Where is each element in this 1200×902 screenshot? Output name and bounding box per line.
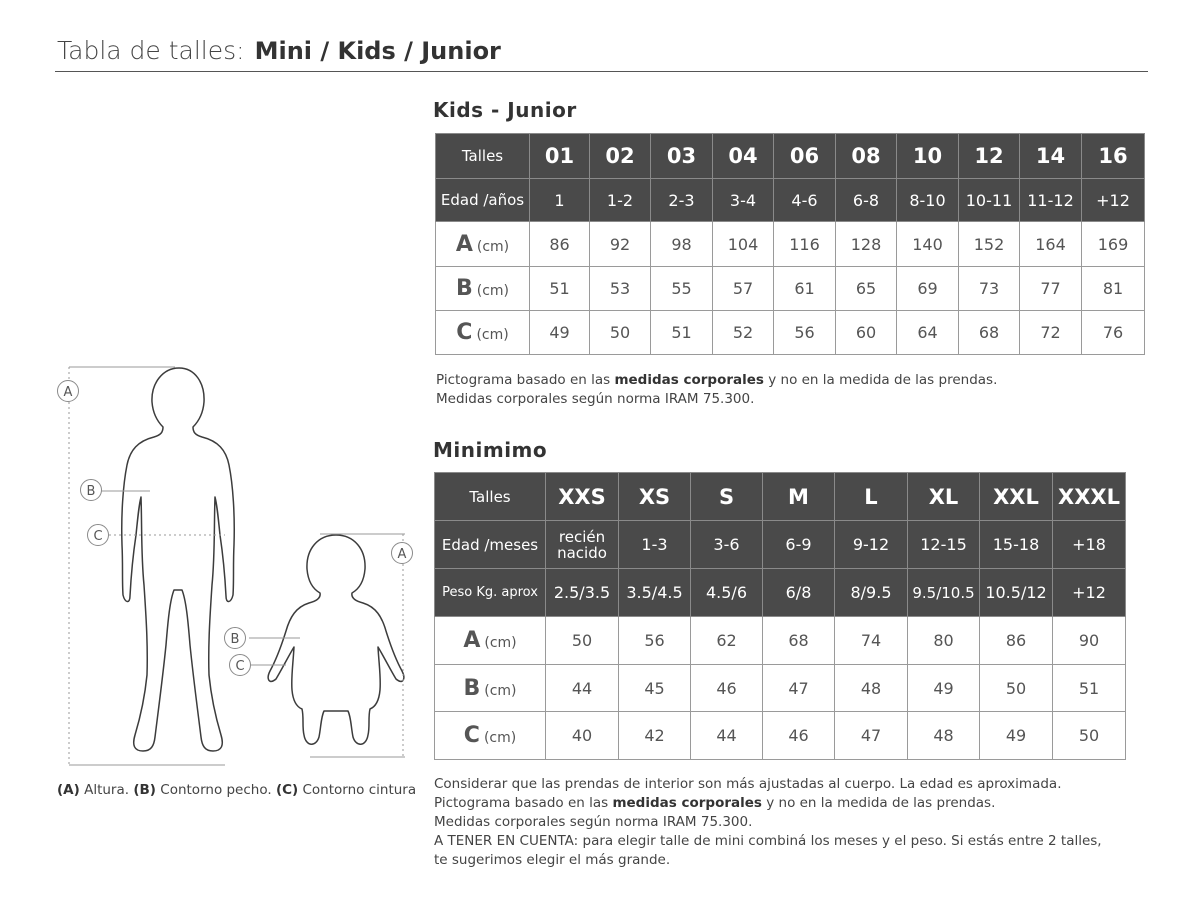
mini-row-a: [435, 617, 1126, 665]
measure-unit: (cm): [484, 635, 517, 651]
kids-age-cell: 4-6: [774, 179, 836, 222]
mini-ages-label: Edad /meses: [435, 521, 546, 569]
kids-value-cell: 55: [651, 267, 713, 311]
mini-sizes-row: [435, 473, 1126, 521]
mini-value-cell: 49: [908, 665, 980, 712]
kids-row-a-label: [436, 222, 530, 267]
mini-row-c: [435, 712, 1126, 760]
mini-value-cell: 86: [980, 617, 1053, 665]
kids-size-cell: 08: [836, 134, 897, 179]
kids-value-cell: 152: [959, 222, 1020, 267]
kids-size-cell: 03: [651, 134, 713, 179]
marker-c-baby: [230, 655, 251, 676]
kids-size-cell: 01: [530, 134, 590, 179]
page-title-prefix: Tabla de talles:: [57, 36, 245, 65]
marker-a-child: [58, 381, 79, 402]
kids-value-cell: 52: [713, 311, 774, 355]
kids-age-cell: 10-11: [959, 179, 1020, 222]
mini-note-line: [434, 794, 1102, 813]
kids-sizes-label: Talles: [436, 134, 530, 179]
mini-weights-row: [435, 569, 1126, 617]
kids-size-cell: 12: [959, 134, 1020, 179]
kids-section-title: Kids - Junior: [433, 98, 577, 122]
mini-age-cell: 12-15: [908, 521, 980, 569]
kids-value-cell: 64: [897, 311, 959, 355]
kids-value-cell: 57: [713, 267, 774, 311]
kids-age-cell: +12: [1082, 179, 1145, 222]
child-silhouette-icon: [122, 368, 235, 751]
kids-value-cell: 65: [836, 267, 897, 311]
mini-value-cell: 49: [980, 712, 1053, 760]
kids-size-cell: 10: [897, 134, 959, 179]
kids-value-cell: 73: [959, 267, 1020, 311]
mini-value-cell: 48: [908, 712, 980, 760]
mini-note-line: Considerar que las prendas de interior son más ajustadas al cuerpo. La edad es aproximada.: [434, 776, 1062, 792]
kids-value-cell: 61: [774, 267, 836, 311]
kids-value-cell: 116: [774, 222, 836, 267]
kids-value-cell: 49: [530, 311, 590, 355]
kids-value-cell: 68: [959, 311, 1020, 355]
mini-age-cell: recién nacido: [546, 521, 619, 569]
mini-size-table: [434, 472, 1126, 760]
mini-size-cell: S: [691, 473, 763, 521]
measurement-legend: [57, 782, 416, 798]
kids-value-cell: 77: [1020, 267, 1082, 311]
marker-label: A: [397, 547, 407, 562]
mini-weight-cell: 10.5/12: [980, 569, 1053, 617]
kids-value-cell: 140: [897, 222, 959, 267]
kids-value-cell: 72: [1020, 311, 1082, 355]
kids-age-cell: 8-10: [897, 179, 959, 222]
mini-value-cell: 56: [619, 617, 691, 665]
mini-value-cell: 40: [546, 712, 619, 760]
page-title: [57, 36, 501, 65]
mini-weights-label: Peso Kg. aprox: [435, 569, 546, 617]
kids-value-cell: 104: [713, 222, 774, 267]
mini-weight-cell: 6/8: [763, 569, 835, 617]
kids-value-cell: 164: [1020, 222, 1082, 267]
mini-section-title: Minimimo: [433, 438, 548, 462]
mini-row-a-label: [435, 617, 546, 665]
note-text: y no en la medida de las prendas.: [761, 795, 996, 811]
measure-unit: (cm): [476, 283, 510, 299]
kids-size-cell: 06: [774, 134, 836, 179]
mini-note: [434, 775, 1102, 870]
kids-row-b: [436, 267, 1145, 311]
mini-value-cell: 45: [619, 665, 691, 712]
marker-label: C: [235, 659, 245, 674]
mini-size-cell: XXL: [980, 473, 1053, 521]
mini-row-b: [435, 665, 1126, 712]
measure-unit: (cm): [476, 327, 509, 343]
kids-size-table: [435, 133, 1145, 355]
kids-ages-row: [436, 179, 1145, 222]
mini-value-cell: 44: [546, 665, 619, 712]
mini-age-cell: 15-18: [980, 521, 1053, 569]
kids-age-cell: 6-8: [836, 179, 897, 222]
kids-value-cell: 69: [897, 267, 959, 311]
mini-weight-cell: 3.5/4.5: [619, 569, 691, 617]
mini-value-cell: 74: [835, 617, 908, 665]
kids-age-cell: 3-4: [713, 179, 774, 222]
kids-age-cell: 2-3: [651, 179, 713, 222]
mini-age-cell: 3-6: [691, 521, 763, 569]
measure-letter: C: [463, 723, 480, 748]
mini-row-c-label: [435, 712, 546, 760]
measure-unit: (cm): [483, 730, 517, 746]
mini-value-cell: 47: [763, 665, 835, 712]
mini-value-cell: 46: [763, 712, 835, 760]
kids-note-line: [436, 371, 997, 390]
mini-age-cell: 9-12: [835, 521, 908, 569]
kids-value-cell: 169: [1082, 222, 1145, 267]
mini-weight-cell: 8/9.5: [835, 569, 908, 617]
kids-age-cell: 11-12: [1020, 179, 1082, 222]
mini-sizes-label: Talles: [435, 473, 546, 521]
marker-b-baby: [225, 628, 246, 649]
measure-letter: A: [455, 231, 473, 257]
marker-label: A: [63, 385, 73, 400]
mini-value-cell: 50: [546, 617, 619, 665]
mini-note-line: A TENER EN CUENTA: para elegir talle de mini combiná los meses y el peso. Si estás entre 2 talles,: [434, 833, 1102, 849]
mini-value-cell: 46: [691, 665, 763, 712]
kids-size-cell: 16: [1082, 134, 1145, 179]
mini-weight-cell: +12: [1053, 569, 1126, 617]
measure-letter: A: [463, 628, 481, 653]
measure-letter: B: [463, 675, 481, 701]
kids-ages-label: Edad /años: [436, 179, 530, 222]
marker-a-baby: [392, 543, 413, 564]
mini-size-cell: XXS: [546, 473, 619, 521]
kids-value-cell: 86: [530, 222, 590, 267]
mini-weight-cell: 4.5/6: [691, 569, 763, 617]
kids-value-cell: 76: [1082, 311, 1145, 355]
kids-note: [436, 371, 997, 409]
mini-size-cell: XXXL: [1053, 473, 1126, 521]
kids-value-cell: 50: [590, 311, 651, 355]
note-bold-text: medidas corporales: [614, 372, 764, 388]
legend-text: Altura.: [79, 782, 134, 798]
mini-value-cell: 44: [691, 712, 763, 760]
mini-value-cell: 68: [763, 617, 835, 665]
mini-value-cell: 50: [1053, 712, 1126, 760]
mini-value-cell: 80: [908, 617, 980, 665]
kids-row-b-label: [436, 267, 530, 311]
mini-age-cell: 6-9: [763, 521, 835, 569]
kids-age-cell: 1: [530, 179, 590, 222]
mini-size-cell: XL: [908, 473, 980, 521]
legend-text: Contorno cintura: [298, 782, 417, 798]
kids-row-a: [436, 222, 1145, 267]
kids-sizes-row: [436, 134, 1145, 179]
note-text: Pictograma basado en las: [434, 795, 613, 811]
measure-letter: B: [455, 276, 473, 301]
kids-value-cell: 81: [1082, 267, 1145, 311]
mini-age-cell: +18: [1053, 521, 1126, 569]
kids-age-cell: 1-2: [590, 179, 651, 222]
mini-size-cell: XS: [619, 473, 691, 521]
mini-age-cell: 1-3: [619, 521, 691, 569]
measure-unit: (cm): [484, 682, 517, 699]
mini-value-cell: 90: [1053, 617, 1126, 665]
legend-code: (B): [133, 782, 156, 798]
kids-size-cell: 14: [1020, 134, 1082, 179]
marker-label: B: [86, 484, 96, 499]
note-text: y no en la medida de las prendas.: [763, 372, 998, 388]
legend-text: Contorno pecho.: [155, 782, 276, 798]
measure-letter: C: [456, 320, 473, 345]
mini-value-cell: 50: [980, 665, 1053, 712]
body-measurement-figure: [50, 355, 430, 775]
kids-note-line: Medidas corporales según norma IRAM 75.300.: [436, 391, 755, 407]
kids-size-cell: 04: [713, 134, 774, 179]
legend-code: (A): [57, 782, 80, 798]
kids-row-c: [436, 311, 1145, 355]
marker-label: C: [93, 529, 103, 544]
marker-label: B: [230, 632, 240, 647]
kids-value-cell: 98: [651, 222, 713, 267]
note-text: Pictograma basado en las: [436, 372, 615, 388]
kids-value-cell: 92: [590, 222, 651, 267]
marker-c-child: [88, 525, 109, 546]
note-bold-text: medidas corporales: [612, 795, 762, 811]
mini-size-cell: M: [763, 473, 835, 521]
kids-value-cell: 51: [530, 267, 590, 311]
kids-size-cell: 02: [590, 134, 651, 179]
marker-b-child: [81, 480, 102, 501]
mini-note-line: te sugerimos elegir el más grande.: [434, 852, 671, 868]
mini-value-cell: 42: [619, 712, 691, 760]
kids-value-cell: 128: [836, 222, 897, 267]
kids-value-cell: 60: [836, 311, 897, 355]
kids-value-cell: 51: [651, 311, 713, 355]
mini-size-cell: L: [835, 473, 908, 521]
kids-value-cell: 56: [774, 311, 836, 355]
mini-value-cell: 48: [835, 665, 908, 712]
title-divider: [55, 71, 1148, 72]
legend-code: (C): [275, 782, 299, 798]
measure-unit: (cm): [476, 238, 510, 255]
mini-row-b-label: [435, 665, 546, 712]
mini-value-cell: 51: [1053, 665, 1126, 712]
page-title-bold: Mini / Kids / Junior: [254, 37, 501, 65]
mini-ages-row: [435, 521, 1126, 569]
mini-weight-cell: 9.5/10.5: [908, 569, 980, 617]
mini-weight-cell: 2.5/3.5: [546, 569, 619, 617]
kids-value-cell: 53: [590, 267, 651, 311]
kids-row-c-label: [436, 311, 530, 355]
mini-value-cell: 62: [691, 617, 763, 665]
mini-value-cell: 47: [835, 712, 908, 760]
baby-silhouette-icon: [268, 535, 404, 744]
mini-note-line: Medidas corporales según norma IRAM 75.300.: [434, 814, 753, 830]
